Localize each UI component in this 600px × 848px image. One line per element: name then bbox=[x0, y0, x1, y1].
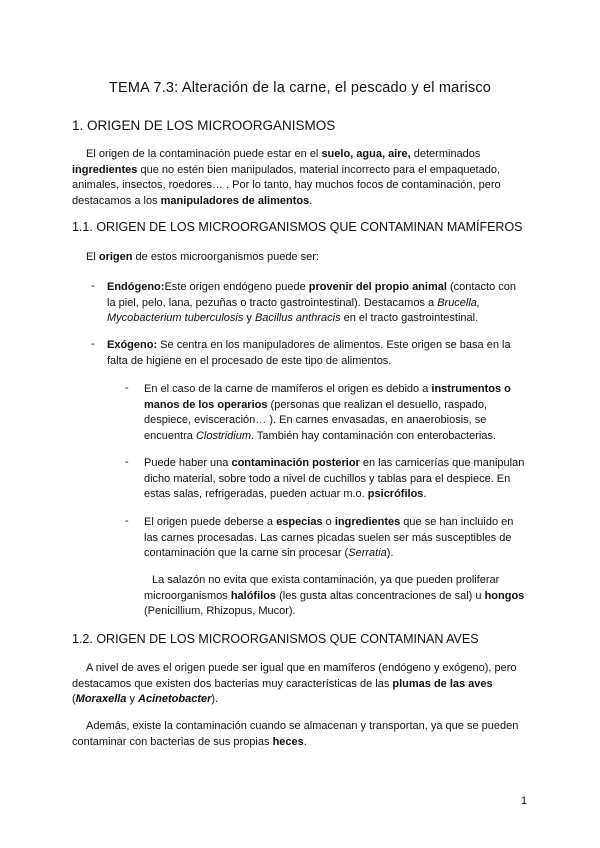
text-line bbox=[144, 531, 513, 547]
text-run: . También hay contaminación con enterobacterias. bbox=[251, 429, 496, 442]
bold-text: halófilos bbox=[230, 589, 277, 602]
text-run: microorganismos bbox=[144, 589, 231, 602]
bold-text: ingredientes bbox=[72, 163, 138, 176]
sub-bullet-dash: - bbox=[125, 456, 129, 468]
paragraph-intro bbox=[86, 250, 319, 266]
section-heading-1-1: 1.1. ORIGEN DE LOS MICROORGANISMOS QUE CONTAMINAN MAMÍFEROS bbox=[72, 220, 523, 234]
text-line bbox=[107, 354, 511, 370]
text-run: destacamos que existen dos bacterias muy características de las bbox=[72, 677, 393, 690]
item-endogeno bbox=[107, 280, 516, 327]
bold-text: instrumentos o bbox=[431, 383, 511, 395]
text-line bbox=[107, 338, 511, 354]
bold-text: especias bbox=[276, 516, 323, 528]
text-run: estas salas, refrigeradas, pueden actuar m.o. bbox=[144, 488, 368, 500]
text-line bbox=[107, 280, 516, 296]
text-run: dicho material, sobre todo a nivel de cuchillos y tablas para el despiece. En bbox=[144, 472, 511, 485]
text-run: ). bbox=[211, 693, 219, 705]
text-run: contaminación que la carne sin procesar ( bbox=[144, 547, 349, 559]
italic-text: Clostridium bbox=[195, 429, 251, 442]
bold-text: heces bbox=[272, 735, 304, 748]
text-run: Además, existe la contaminación cuando se almacenan y transportan, ya que se pueden bbox=[86, 720, 519, 732]
bold-text: Endógeno: bbox=[107, 281, 165, 293]
sub-bullet-dash: - bbox=[125, 382, 129, 394]
text-line bbox=[72, 719, 518, 735]
text-line bbox=[144, 456, 524, 472]
text-run: falta de higiene en el procesado de este tipo de alimentos. bbox=[107, 354, 392, 367]
italic-text: Bacillus anthracis bbox=[254, 312, 341, 324]
text-run: y bbox=[126, 693, 139, 705]
text-line bbox=[144, 382, 511, 398]
italic-text: Brucella, bbox=[437, 296, 480, 309]
text-line bbox=[72, 661, 517, 677]
page-number: 1 bbox=[521, 795, 528, 807]
text-run: despiece, evisceración… ). En carnes envasadas, en anaerobiosis, se bbox=[144, 414, 487, 426]
text-run: que se han incluido en bbox=[400, 516, 514, 528]
bullet-dash: - bbox=[91, 280, 95, 292]
text-line bbox=[72, 147, 501, 163]
bold-text: psicrófilos bbox=[367, 488, 424, 500]
bold-text: Acinetobacter bbox=[138, 693, 212, 705]
section-heading-1-2: 1.2. ORIGEN DE LOS MICROORGANISMOS QUE CONTAMINAN AVES bbox=[72, 632, 479, 646]
text-run: en las carnicerías que manipulan bbox=[359, 457, 525, 469]
text-run: de estos microorganismos puede ser: bbox=[132, 251, 319, 263]
text-run: En el caso de la carne de mamíferos el origen es debido a bbox=[144, 383, 432, 395]
bold-text: provenir del propio animal bbox=[308, 281, 447, 293]
paragraph-almacenamiento bbox=[72, 719, 518, 750]
text-line bbox=[144, 515, 513, 531]
text-run: El origen puede deberse a bbox=[144, 516, 277, 528]
page-title: TEMA 7.3: Alteración de la carne, el pescado y el marisco bbox=[108, 80, 492, 96]
paragraph-aves bbox=[72, 661, 517, 708]
text-run: las carnes procesadas. Las carnes picadas suelen ser más susceptibles de bbox=[144, 531, 512, 544]
bold-text: Moraxella bbox=[75, 693, 127, 705]
text-run: ( bbox=[72, 693, 76, 705]
italic-text: Mycobacterium tuberculosis bbox=[107, 312, 244, 324]
bold-text: plumas de las aves bbox=[392, 677, 493, 690]
text-line bbox=[144, 604, 524, 620]
text-run: o bbox=[322, 516, 335, 528]
text-run: . bbox=[423, 488, 427, 500]
text-run: (les gusta altas concentraciones de sal) u bbox=[276, 589, 485, 602]
paragraph-salazon bbox=[144, 573, 524, 620]
text-line bbox=[72, 178, 501, 194]
text-line bbox=[144, 472, 524, 488]
bold-text: hongos bbox=[484, 589, 525, 602]
text-run: destacamos a los bbox=[72, 194, 161, 207]
text-line bbox=[144, 546, 513, 562]
text-run: la piel, pelo, lana, pezuñas o tracto gastrointestinal). Destacamos a bbox=[107, 296, 438, 309]
text-run: El origen de la contaminación puede estar en el bbox=[86, 148, 322, 160]
text-line bbox=[107, 311, 516, 327]
text-run: animales, insectos, roedores… . Por lo tanto, hay muchos focos de contaminación, pero bbox=[72, 179, 501, 191]
bold-text: manos de los operarios bbox=[144, 398, 268, 411]
text-line bbox=[72, 194, 501, 210]
paragraph-origen bbox=[72, 147, 501, 209]
text-run: y bbox=[243, 312, 255, 324]
text-run: Puede haber una bbox=[144, 457, 232, 469]
text-line bbox=[72, 677, 517, 693]
text-run: . bbox=[309, 194, 313, 207]
text-line bbox=[86, 250, 319, 266]
text-run: ). bbox=[386, 547, 394, 559]
text-run: encuentra bbox=[144, 429, 196, 442]
bold-text: suelo, agua, aire, bbox=[321, 148, 411, 160]
text-run: A nivel de aves el origen puede ser igual que en mamíferos (endógeno y exógeno), pero bbox=[86, 662, 517, 674]
text-run: (personas que realizan el desuello, raspado, bbox=[267, 398, 488, 411]
sub-item-instrumentos bbox=[144, 382, 511, 444]
bullet-dash: - bbox=[91, 338, 95, 350]
bold-text: Exógeno: bbox=[107, 339, 158, 351]
text-line bbox=[144, 487, 524, 503]
text-run: (Penicillium, Rhizopus, Mucor). bbox=[144, 605, 296, 617]
text-line bbox=[72, 735, 518, 751]
text-line bbox=[107, 296, 516, 312]
text-run: que no estén bien manipulados, material incorrecto para el empaquetado, bbox=[137, 163, 501, 176]
text-line bbox=[72, 163, 501, 179]
text-run: Se centra en los manipuladores de alimentos. Este origen se basa en la bbox=[157, 339, 511, 351]
bold-text: contaminación posterior bbox=[231, 457, 360, 469]
text-run: La salazón no evita que exista contaminación, ya que pueden proliferar bbox=[152, 574, 500, 586]
sub-item-especias bbox=[144, 515, 513, 562]
text-line bbox=[144, 429, 511, 445]
sub-bullet-dash: - bbox=[125, 515, 129, 527]
bold-text: manipuladores de alimentos bbox=[160, 194, 310, 207]
text-run: Este origen endógeno puede bbox=[164, 281, 309, 293]
section-heading-1: 1. ORIGEN DE LOS MICROORGANISMOS bbox=[72, 118, 336, 133]
text-run: . bbox=[303, 735, 307, 748]
text-line bbox=[144, 589, 524, 605]
sub-item-contaminacion-posterior bbox=[144, 456, 524, 503]
text-run: (contacto con bbox=[446, 281, 517, 293]
bold-text: ingredientes bbox=[334, 516, 401, 528]
text-line bbox=[144, 413, 511, 429]
text-run: contaminar con bacterias de sus propias bbox=[72, 735, 273, 748]
text-run: El bbox=[86, 251, 99, 263]
text-run: determinados bbox=[410, 148, 481, 160]
item-exogeno bbox=[107, 338, 511, 369]
bold-text: origen bbox=[98, 251, 133, 263]
italic-text: Serratia bbox=[348, 547, 387, 559]
text-run: en el tracto gastrointestinal. bbox=[340, 312, 479, 324]
text-line bbox=[144, 398, 511, 414]
text-line bbox=[72, 692, 517, 708]
text-line bbox=[144, 573, 524, 589]
